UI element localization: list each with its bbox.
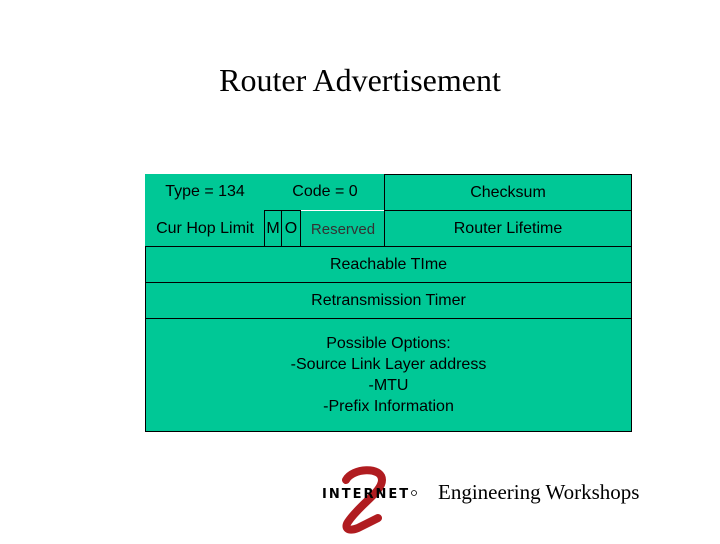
logo-wordmark: INTERNET <box>322 487 411 502</box>
footer-text: Engineering Workshops <box>438 480 640 504</box>
option-item: -MTU <box>368 377 409 394</box>
reachable-time-field: Reachable TIme <box>145 246 632 283</box>
type-field: Type = 134 <box>145 174 265 210</box>
options-heading: Possible Options: <box>326 335 451 352</box>
option-item: -Source Link Layer address <box>290 356 487 373</box>
m-flag-field: M <box>264 210 282 247</box>
router-lifetime-field: Router Lifetime <box>384 210 632 247</box>
cur-hop-limit-field: Cur Hop Limit <box>145 210 265 247</box>
retransmission-timer-field: Retransmission Timer <box>145 282 632 319</box>
reserved-field: Reserved <box>301 211 385 247</box>
o-flag-field: O <box>281 210 301 247</box>
internet2-logo-icon <box>312 464 432 539</box>
code-field: Code = 0 <box>265 174 385 210</box>
options-field <box>145 318 632 432</box>
option-item: -Prefix Information <box>323 398 454 415</box>
checksum-field: Checksum <box>384 174 632 211</box>
slide-title: Router Advertisement <box>219 62 501 98</box>
